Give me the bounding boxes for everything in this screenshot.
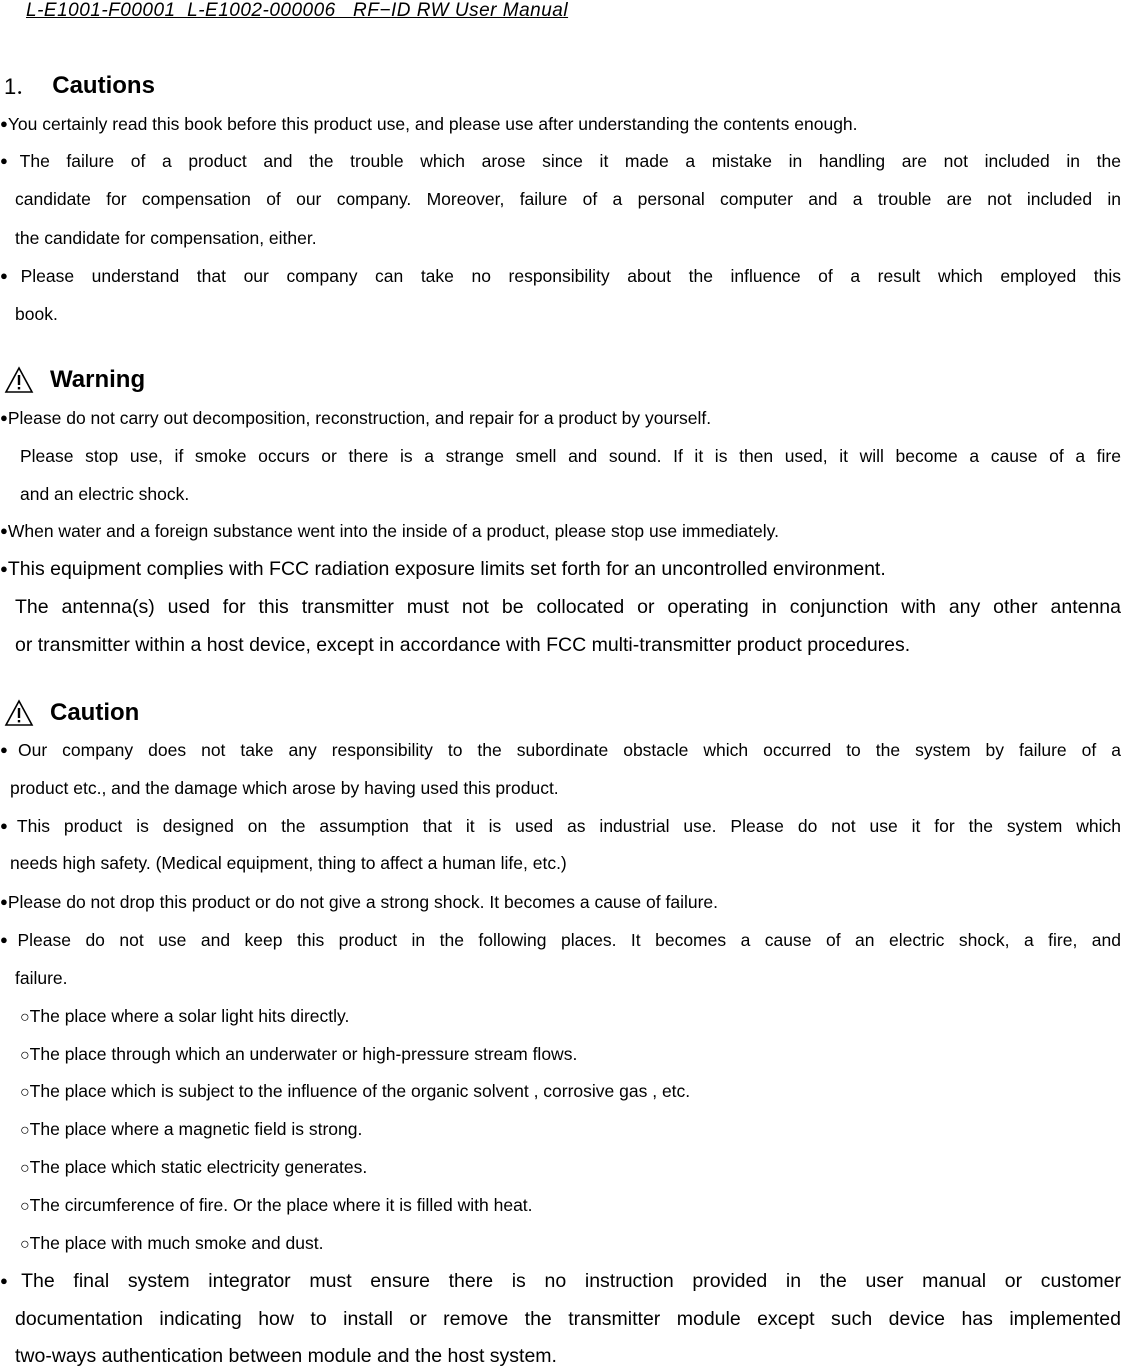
bullet-icon: ●: [0, 894, 8, 909]
circle-bullet-icon: ○: [20, 1198, 30, 1215]
cautions-item-3-end: book.: [15, 304, 58, 324]
circle-bullet-icon: ○: [20, 1009, 30, 1026]
warning-title: Warning: [50, 366, 146, 393]
warning-item-3: ●This equipment complies with FCC radiation exposure limits set forth for an uncontrolled environment.: [0, 558, 886, 580]
cautions-title: Cautions: [52, 71, 155, 99]
cautions-item-1: ●You certainly read this book before this product use, and please use after understanding the contents enough.: [0, 114, 858, 134]
caution-item-3: ●Please do not drop this product or do not give a strong shock. It becomes a cause of failure.: [0, 892, 718, 912]
cautions-item-2: ●The failure of a product and the trouble which arose since it made a mistake in handling are not included in the: [0, 151, 1122, 171]
circle-bullet-icon: ○: [20, 1047, 30, 1064]
caution-item-1-end: product etc., and the damage which arose by having used this product.: [10, 778, 559, 798]
place-item: ○The place which static electricity generates.: [20, 1157, 368, 1177]
bullet-icon: ●: [0, 818, 17, 833]
bullet-icon: ●: [0, 932, 18, 947]
warning-item-1-cont: Please stop use, if smoke occurs or there is a strange smell and sound. If it is then used, it will become a cause of a fire: [20, 446, 1121, 466]
place-item: ○The place through which an underwater or high-pressure stream flows.: [20, 1044, 578, 1064]
caution-item-2: ●This product is designed on the assumption that it is used as industrial use. Please do not use it for the system which: [0, 816, 1121, 836]
warning-item-3-end: or transmitter within a host device, except in accordance with FCC multi-transmitter product procedures.: [15, 634, 911, 656]
bullet-icon: ●: [0, 561, 8, 576]
circle-bullet-icon: ○: [20, 1236, 30, 1253]
place-item: ○The circumference of fire. Or the place where it is filled with heat.: [20, 1195, 533, 1215]
caution-item-4-end: failure.: [15, 968, 68, 988]
warning-triangle-icon: [4, 366, 34, 394]
caution-item-5: ●The final system integrator must ensure there is no instruction provided in the user manual or customer: [0, 1270, 1121, 1292]
section-number: 1．: [4, 74, 39, 99]
cautions-item-2-end: the candidate for compensation, either.: [15, 228, 317, 248]
warning-item-2: ●When water and a foreign substance went into the inside of a product, please stop use immediately.: [0, 521, 779, 541]
caution-item-1: ●Our company does not take any responsibility to the subordinate obstacle which occurred to the system by failure of a: [0, 740, 1121, 760]
bullet-icon: ●: [0, 742, 18, 757]
bullet-icon: ●: [0, 268, 21, 283]
caution-item-2-end: needs high safety. (Medical equipment, thing to affect a human life, etc.): [10, 853, 567, 873]
caution-heading: [0, 699, 139, 727]
circle-bullet-icon: ○: [20, 1160, 30, 1177]
caution-triangle-icon: [4, 699, 34, 727]
bullet-icon: ●: [0, 523, 8, 538]
circle-bullet-icon: ○: [20, 1122, 30, 1139]
warning-heading: [0, 366, 145, 394]
bullet-icon: ●: [0, 410, 8, 425]
cautions-item-3: ●Please understand that our company can take no responsibility about the influence of a result which employed this: [0, 266, 1122, 286]
bullet-icon: ●: [0, 1273, 22, 1288]
bullet-icon: ●: [0, 116, 8, 131]
caution-item-5-end: two-ways authentication between module and the host system.: [15, 1345, 557, 1367]
warning-item-3-cont: The antenna(s) used for this transmitter must not be collocated or operating in conjunction with any other antenna: [15, 596, 1121, 618]
bullet-icon: ●: [0, 153, 20, 168]
place-item: ○The place with much smoke and dust.: [20, 1233, 324, 1253]
warning-item-1: ●Please do not carry out decomposition, reconstruction, and repair for a product by yourself.: [0, 408, 712, 428]
caution-item-5-cont: documentation indicating how to install or remove the transmitter module except such device has implemented: [15, 1308, 1121, 1330]
place-item: ○The place which is subject to the influence of the organic solvent , corrosive gas , etc.: [20, 1081, 691, 1101]
place-item: ○The place where a magnetic field is strong.: [20, 1119, 363, 1139]
warning-item-1-end: and an electric shock.: [20, 484, 190, 504]
cautions-heading: [0, 70, 155, 101]
cautions-item-2-cont: candidate for compensation of our company. Moreover, failure of a personal computer and a trouble are not included in: [15, 189, 1121, 209]
document-header: L-E1001-F00001 L-E1002-000006 RF−ID RW User Manual: [26, 0, 569, 21]
circle-bullet-icon: ○: [20, 1084, 30, 1101]
caution-item-4: ●Please do not use and keep this product in the following places. It becomes a cause of an electric shock, a fire, and: [0, 930, 1121, 950]
caution-title: Caution: [50, 699, 140, 726]
place-item: ○The place where a solar light hits directly.: [20, 1006, 350, 1026]
